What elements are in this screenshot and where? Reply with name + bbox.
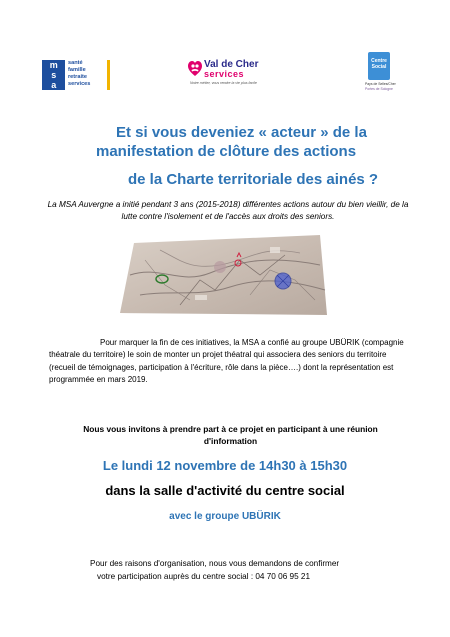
meeting-group: avec le groupe UBÜRIK	[169, 511, 281, 522]
vdc-tagline: Notre métier, vous rendre la vie plus facile	[190, 81, 257, 85]
centre-social-line2: Portes de Sologne	[365, 87, 393, 91]
msa-line: retraite	[68, 74, 87, 80]
title-line-1: Et si vous deveniez « acteur » de la	[116, 124, 367, 141]
territory-map-photo	[120, 235, 327, 315]
centre-social-logo	[365, 52, 396, 96]
project-paragraph	[49, 337, 409, 386]
val-de-cher-logo	[188, 57, 278, 93]
msa-line: famille	[68, 67, 86, 73]
msa-line: services	[68, 81, 91, 87]
intro-paragraph: La MSA Auvergne a initié pendant 3 ans (2015-2018) différentes actions autour du bien vieillir, de la lutte contre l'isolement et de l'accès aux droits des seniors.	[47, 200, 409, 221]
title-line-3: de la Charte territoriale des ainés ?	[128, 171, 379, 188]
title-line-2: manifestation de clôture des actions	[96, 143, 357, 160]
heart-people-icon	[188, 61, 202, 77]
msa-logo	[42, 60, 122, 96]
centre-social-line1: Pays de Selles/Cher	[365, 82, 396, 86]
project-text: Pour marquer la fin de ces initiatives, la MSA a confié au groupe UBÜRIK (compagnie théatrale du territoire) le soin de monter un projet théatral qui associera des seniors du territoire (recueil de témoignages, participation à l'écriture, rôle dans la pièce….) dont la représentation est programmée en mars 2019.	[49, 338, 404, 384]
confirmation-line-2: votre participation auprès du centre social : 04 70 06 95 21	[97, 572, 311, 581]
msa-services-list	[68, 60, 90, 88]
meeting-place: dans la salle d'activité du centre social	[105, 483, 345, 498]
vdc-name: Val de Cher	[204, 59, 259, 70]
invitation-text: Nous vous invitons à prendre part à ce projet en participant à une réunion d'information	[83, 424, 378, 446]
centre-social-mark: Centre Social	[368, 52, 390, 80]
confirmation-line-1: Pour des raisons d'organisation, nous vous demandons de confirmer	[90, 559, 340, 568]
msa-stripe	[107, 60, 110, 90]
msa-line: santé	[68, 60, 83, 66]
vdc-sub: services	[204, 69, 245, 79]
meeting-date: Le lundi 12 novembre de 14h30 à 15h30	[102, 458, 348, 473]
msa-mark: m s a	[42, 60, 65, 90]
